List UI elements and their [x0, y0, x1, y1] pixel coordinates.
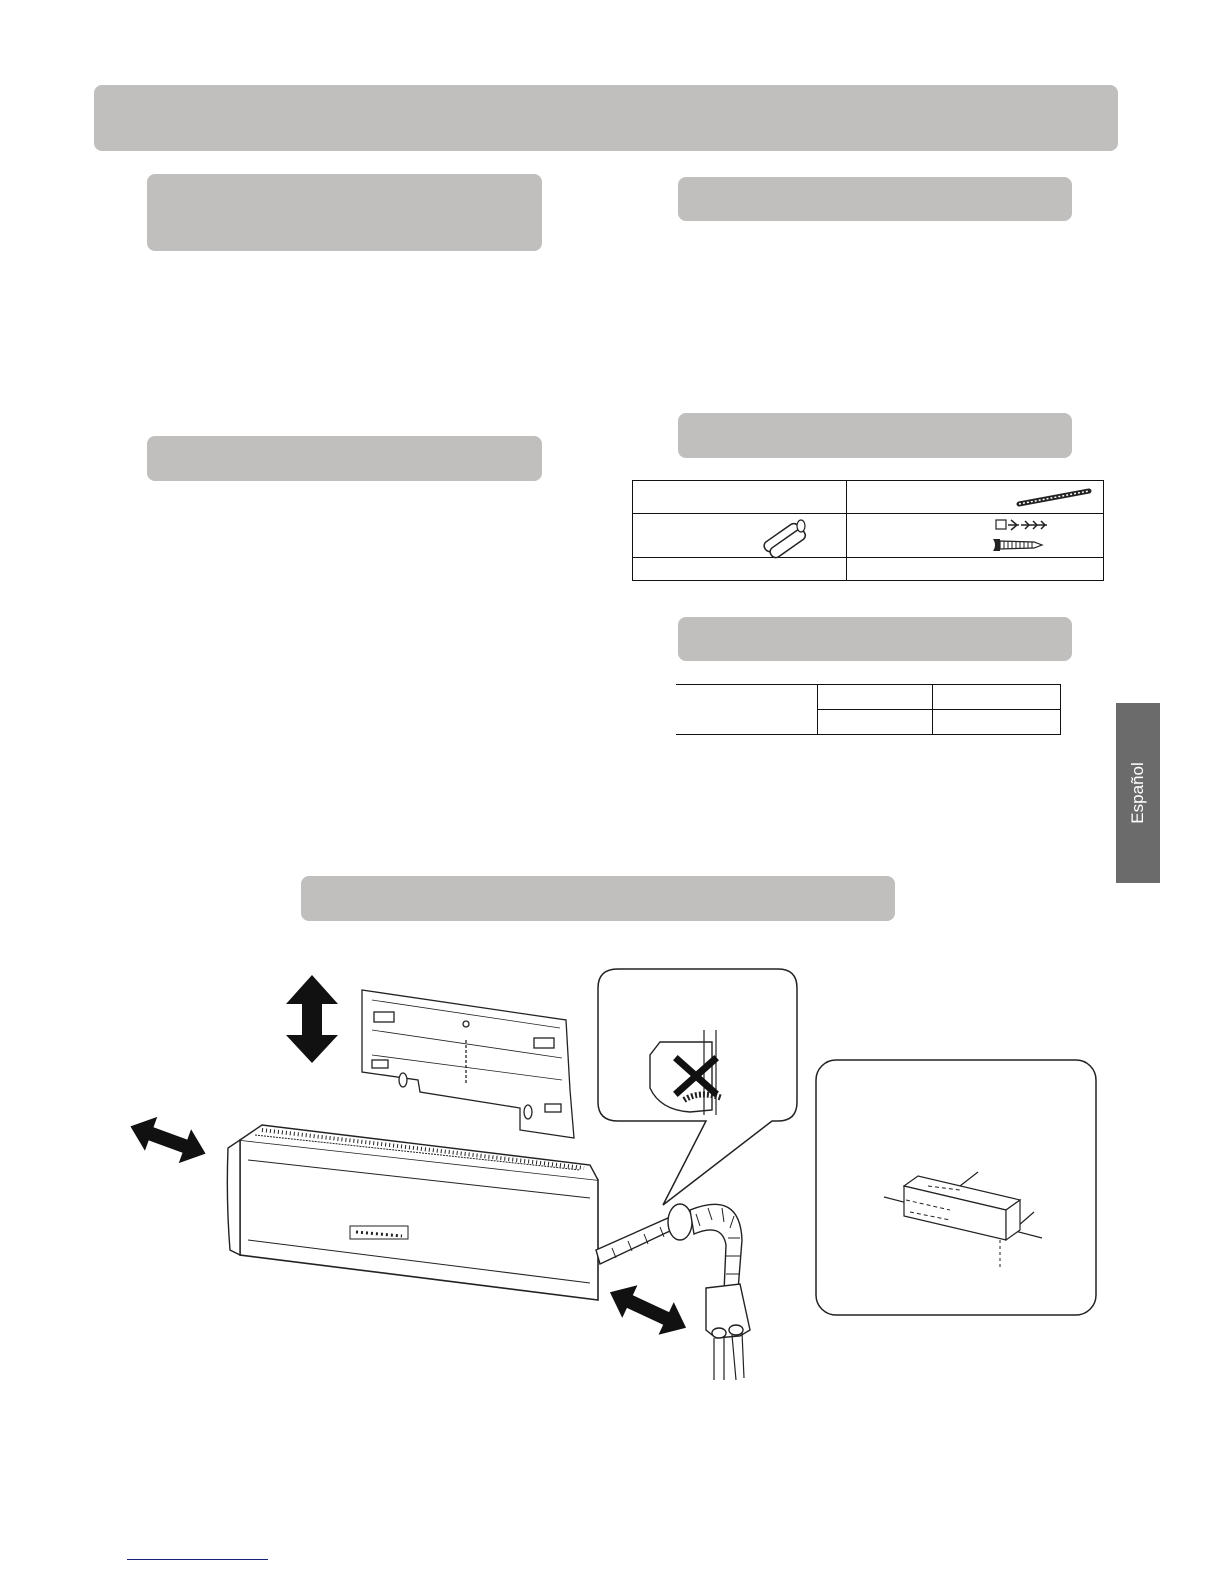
language-tab-label: Español — [1128, 762, 1147, 824]
indoor-unit — [227, 1125, 598, 1300]
callout-box — [816, 1060, 1096, 1315]
double-arrow-icon — [124, 1109, 211, 1170]
vertical-double-arrow-icon — [286, 975, 338, 1063]
footer-link-underline — [127, 1559, 268, 1560]
callout-bubble — [598, 969, 797, 1205]
mounting-plate — [362, 990, 574, 1138]
double-arrow-icon — [602, 1276, 693, 1344]
